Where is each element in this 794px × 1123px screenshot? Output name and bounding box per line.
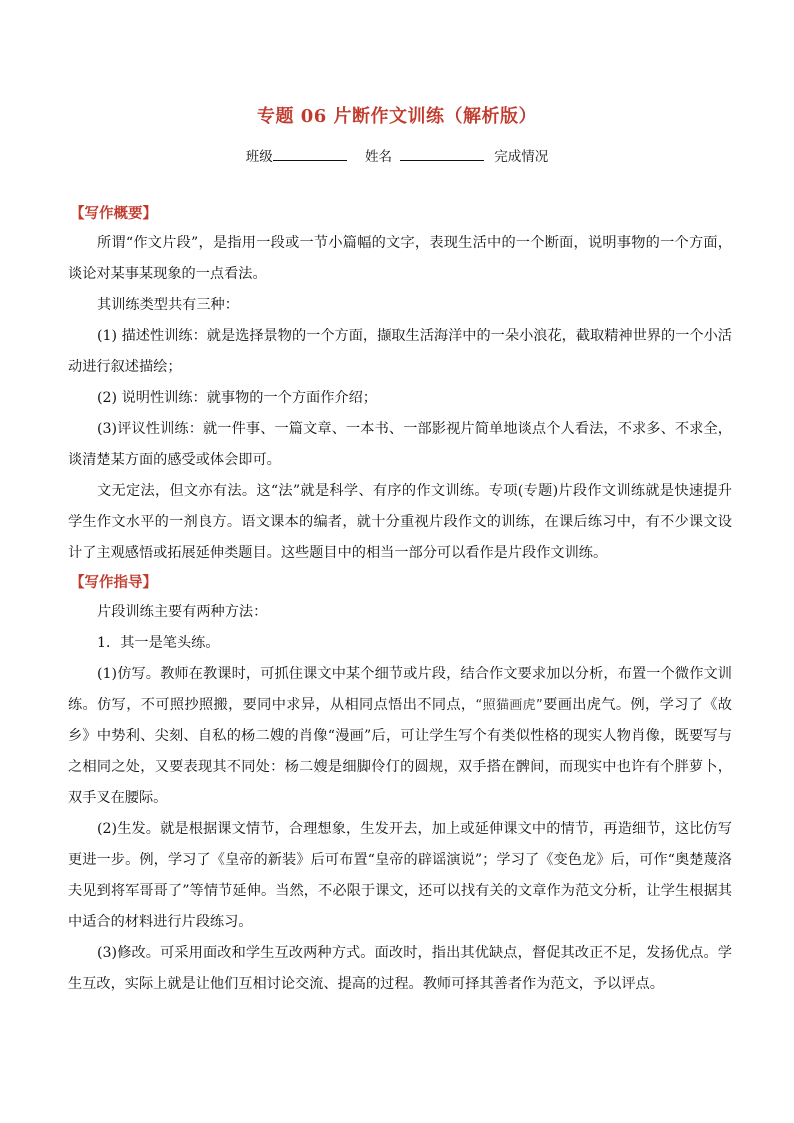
imitation-quote: “照猫画虎”: [475, 698, 543, 713]
type-descriptive-paragraph: (1) 描述性训练：就是选择景物的一个方面，撷取生活海洋中的一朵小浪花，截取精神世界的一个小活动进行叙述描绘；: [68, 328, 732, 375]
expansion-paragraph: (2)生发。就是根据课文情节，合理想象，生发开去，加上或延伸课文中的情节，再造细节，这比仿写更进一步。例，学习了《皇帝的新装》后可布置“皇帝的辟谣演说”；学习了《变色龙》后，可作“奥楚蔑洛夫见到将军哥哥了”等情节延伸。当然，不必限于课文，还可以找有关的文章作为范文分析，让学生根据其中适合的材料进行片段练习。: [68, 821, 732, 930]
types-intro-paragraph: 其训练类型共有三种：: [97, 297, 239, 313]
imitation-text-start: (1)仿写。教师在教课时，可抓住课文中某个细节或片段，结合作文要求加以分析，布置一个微作文训练。仿写，不可照抄照搬，要同中求异，从相同点悟出不同点，: [68, 666, 732, 713]
class-label: 班级: [245, 149, 273, 165]
guide-intro-paragraph: 片段训练主要有两种方法：: [97, 604, 268, 620]
class-blank: [273, 148, 347, 161]
revision-paragraph: (3)修改。可采用面改和学生互改两种方式。面改时，指出其优缺点，督促其改正不足，发扬优点。学生互改，实际上就是让他们互相讨论交流、提高的过程。教师可择其善者作为范文，予以评点。: [68, 945, 732, 992]
method-one-paragraph: 1．其一是笔头练。: [97, 635, 220, 651]
section-heading-overview: 【写作概要】: [70, 205, 157, 222]
type-argumentative-paragraph: (3)评议性训练：就一件事、一篇文章、一本书、一部影视片简单地谈点个人看法，不求多、不求全，谈清楚某方面的感受或体会即可。: [68, 421, 732, 468]
overview-intro-paragraph: 所谓“作文片段”，是指用一段或一节小篇幅的文字，表现生活中的一个断面，说明事物的一个方面，谈论对某事某现象的一点看法。: [68, 235, 732, 282]
name-label: 姓名: [365, 149, 392, 165]
page-title: 专题 06 片断作文训练（解析版）: [256, 106, 538, 127]
type-expository-paragraph: (2) 说明性训练：就事物的一个方面作介绍；: [97, 390, 377, 406]
student-info-line: [0, 145, 794, 165]
section-heading-guide: 【写作指导】: [70, 574, 157, 591]
document-body: [68, 202, 732, 1000]
completion-label: 完成情况: [494, 149, 549, 165]
overview-conclusion-paragraph: 文无定法，但文亦有法。这“法”就是科学、有序的作文训练。专项(专题)片段作文训练就是快速提升学生作文水平的一剂良方。语文课本的编者，就十分重视片段作文的训练，在课后练习中，有不少课文设计了主观感悟或拓展延伸类题目。这些题目中的相当一部分可以看作是片段作文训练。: [68, 483, 732, 561]
name-blank: [400, 148, 484, 161]
imitation-paragraph: [68, 659, 732, 814]
imitation-text-end: 要画出虎气。例，学习了《故乡》中势利、尖刻、自私的杨二嫂的肖像“漫画”后，可让学生写个有类似性格的现实人物肖像，既要写与之相同之处，又要表现其不同处：杨二嫂是细脚伶仃的圆规，双手搭在髀间，而现实中也许有个胖萝卜，双手叉在腰际。: [68, 697, 732, 806]
